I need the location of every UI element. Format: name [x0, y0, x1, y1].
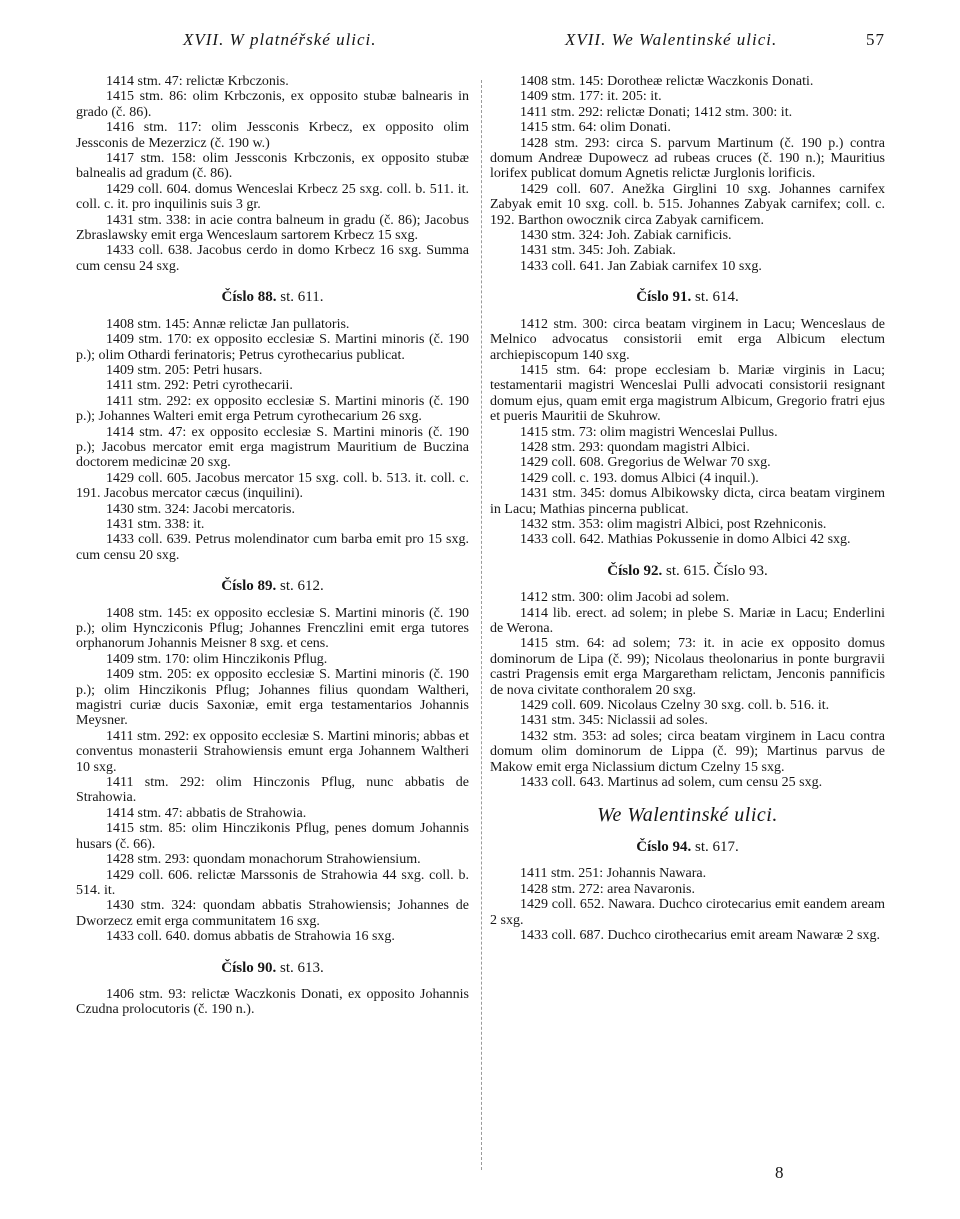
entry-paragraph: 1433 coll. 640. domus abbatis de Strahowia 16 sxg. — [106, 929, 395, 945]
entry-paragraph: 1414 stm. 47: abbatis de Strahowia. — [106, 805, 307, 821]
entry-paragraph: 1409 stm. 177: it. 205: it. — [520, 89, 662, 105]
entry-paragraph: 1412 stm. 300: circa beatam virginem in Lacu; Wenceslaus de Melnico advocatus consistorii emit erga Albicum electum archiepiscopum 140 sxg. — [490, 316, 885, 363]
entry-paragraph: 1415 stm. 64: prope ecclesiam b. Mariæ virginis in Lacu; testamentarii magistri Wenceslai Pulli advocati consistorii resignant domum ejus, quam emit erga magistrum Albicum, Gregorio fratri ejus et pueris Mauritii de Skuhrow. — [490, 362, 885, 425]
house-number-heading — [490, 564, 885, 579]
entry-paragraph: 1414 stm. 47: relictæ Krbczonis. — [106, 74, 289, 89]
entry-paragraph: 1429 coll. 608. Gregorius de Welwar 70 sxg. — [520, 455, 771, 471]
entry-paragraph: 1431 stm. 345: Joh. Zabiak. — [520, 243, 676, 259]
entry-paragraph: 1409 stm. 205: Petri husars. — [106, 362, 263, 378]
house-number-heading — [76, 961, 469, 976]
page-number: 57 — [866, 30, 885, 49]
heading-number: Číslo 91. — [636, 289, 692, 306]
heading-number: Číslo 89. — [221, 578, 277, 595]
sheet-signature: 8 — [775, 1163, 784, 1182]
heading-st-number: st. 614. — [695, 289, 739, 306]
entry-paragraph: 1411 stm. 292: olim Hinczonis Pflug, nunc abbatis de Strahowia. — [76, 775, 469, 806]
entry-paragraph: 1430 stm. 324: Joh. Zabiak carnificis. — [520, 228, 732, 244]
entry-paragraph: 1433 coll. 643. Martinus ad solem, cum censu 25 sxg. — [520, 775, 823, 791]
entry-paragraph: 1433 coll. 641. Jan Zabiak carnifex 10 sxg. — [520, 258, 762, 274]
right-column — [490, 74, 885, 943]
entry-paragraph: 1409 stm. 170: ex opposito ecclesiæ S. Martini minoris (č. 190 p.); olim Othardi ferinatoris; Petrus cyrothecarius publicat. — [76, 332, 469, 363]
entry-paragraph: 1411 stm. 292: relictæ Donati; 1412 stm. 300: it. — [520, 104, 793, 120]
entry-paragraph: 1428 stm. 272: area Navaronis. — [520, 881, 695, 897]
entry-paragraph: 1415 stm. 64: olim Donati. — [520, 120, 671, 136]
entry-paragraph: 1429 coll. 606. relictæ Marssonis de Strahowia 44 sxg. coll. b. 514. it. — [76, 867, 469, 898]
entry-paragraph: 1415 stm. 64: ad solem; 73: it. in acie ex opposito domus dominorum de Lipa (č. 99); Nicolaus theolonarius in ponte burgravii castri Pragensis emit erga Margaretham relictam, Jenconis pannificis de nova civitate conthoralem 20 sxg. — [490, 636, 885, 698]
street-heading: We Walentinské ulici. — [597, 804, 778, 827]
entry-paragraph: 1429 coll. c. 193. domus Albici (4 inquil.). — [520, 470, 759, 486]
left-column — [76, 74, 469, 1018]
entry-paragraph: 1429 coll. 607. Anežka Girglini 10 sxg. Johannes carnifex Zabyak emit 10 sxg. coll. b. 515. Johannes Zabyak carnifex; coll. c. 192. Barthon owocznik circa Zabyak carnificem. — [490, 181, 885, 228]
heading-st-number: st. 611. — [280, 289, 324, 306]
entry-paragraph: 1430 stm. 324: Jacobi mercatoris. — [106, 501, 295, 517]
entry-paragraph: 1429 coll. 605. Jacobus mercator 15 sxg. coll. b. 513. it. coll. c. 191. Jacobus mercator cæcus (inquilini). — [76, 470, 469, 502]
heading-st-number: st. 613. — [280, 959, 324, 976]
heading-number: Číslo 92. — [607, 562, 663, 579]
entry-paragraph: 1429 coll. 604. domus Wenceslai Krbecz 25 sxg. coll. b. 511. it. coll. c. it. pro inquilinis suis 3 gr. — [76, 181, 469, 213]
entry-paragraph: 1408 stm. 145: Dorotheæ relictæ Waczkonis Donati. — [520, 74, 814, 89]
entry-paragraph: 1432 stm. 353: olim magistri Albici, post Rzehniconis. — [520, 516, 827, 532]
running-head-right: XVII. We Walentinské ulici. — [565, 30, 778, 49]
heading-st-number: st. 612. — [280, 578, 324, 595]
entry-paragraph: 1428 stm. 293: circa S. parvum Martinum (č. 190 p.) contra domum Andreæ Dupowecz ad rubeas cruces (č. 190 n.); Mauritius lorifex publicat domum Agnetis relictæ Jurglonis lorificis. — [490, 135, 885, 182]
entry-paragraph: 1409 stm. 205: ex opposito ecclesiæ S. Martini minoris (č. 190 p.); olim Hinczikonis Pflug; Johannes filius quondam Waltheri, magistri curiæ ducis Saxoniæ, emit erga testamentarios Johannis Meysner. — [76, 667, 469, 729]
entry-paragraph: 1414 stm. 47: ex opposito ecclesiæ S. Martini minoris (č. 190 p.); Jacobus mercator emit erga magistrum Mauritium de Buczina doctorem medicinæ 20 sxg. — [76, 424, 469, 471]
house-number-heading — [490, 290, 885, 305]
heading-number: Číslo 90. — [221, 959, 277, 976]
heading-st-number: st. 617. — [695, 838, 739, 855]
heading-number: Číslo 88. — [221, 289, 277, 306]
entry-paragraph: 1429 coll. 652. Nawara. Duchco cirotecarius emit eandem aream 2 sxg. — [490, 897, 885, 928]
entry-paragraph: 1428 stm. 293: quondam monachorum Strahowiensium. — [106, 852, 421, 868]
entry-paragraph: 1417 stm. 158: olim Jessconis Krbczonis, ex opposito stubæ balnealis ad gradum (č. 86). — [76, 151, 469, 182]
entry-paragraph: 1431 stm. 345: domus Albikowsky dicta, circa beatam virginem in Lacu; Mathias pincerna publicat. — [490, 486, 885, 517]
entry-paragraph: 1433 coll. 687. Duchco cirothecarius emit aream Nawaræ 2 sxg. — [520, 927, 881, 943]
entry-paragraph: 1428 stm. 293: quondam magistri Albici. — [520, 439, 750, 455]
house-number-heading — [76, 290, 469, 305]
entry-paragraph: 1411 stm. 251: Johannis Nawara. — [520, 866, 707, 882]
entry-paragraph: 1408 stm. 145: ex opposito ecclesiæ S. Martini minoris (č. 190 p.); olim Hyncziconis Pflug; Johannes Frenczlini emit erga tutores orphanorum Johannis Meisner 8 sxg. et cens. — [76, 605, 469, 652]
entry-paragraph: 1415 stm. 73: olim magistri Wenceslai Pullus. — [520, 424, 778, 440]
running-header — [0, 30, 960, 60]
entry-paragraph: 1411 stm. 292: Petri cyrothecarii. — [106, 378, 293, 394]
entry-paragraph: 1429 coll. 609. Nicolaus Czelny 30 sxg. coll. b. 516. it. — [520, 698, 830, 714]
entry-paragraph: 1415 stm. 86: olim Krbczonis, ex opposito stubæ balnearis in grado (č. 86). — [76, 89, 469, 120]
entry-paragraph: 1433 coll. 639. Petrus molendinator cum barba emit pro 15 sxg. cum censu 20 sxg. — [76, 532, 469, 563]
entry-paragraph: 1414 lib. erect. ad solem; in plebe S. Mariæ in Lacu; Enderlini de Werona. — [490, 605, 885, 636]
heading-number: Číslo 94. — [636, 838, 692, 855]
entry-paragraph: 1431 stm. 345: Niclassii ad soles. — [520, 713, 708, 729]
entry-paragraph: 1430 stm. 324: quondam abbatis Strahowiensis; Johannes de Dworzecz emit erga communitatem 16 sxg. — [76, 898, 469, 929]
entry-paragraph: 1416 stm. 117: olim Jessconis Krbecz, ex opposito olim Jessconis de Mezerzicz (č. 190 w.) — [76, 120, 469, 151]
entry-paragraph: 1433 coll. 642. Mathias Pokussenie in domo Albici 42 sxg. — [520, 532, 851, 548]
entry-paragraph: 1412 stm. 300: olim Jacobi ad solem. — [520, 590, 730, 606]
entry-paragraph: 1431 stm. 338: it. — [106, 516, 205, 532]
entry-paragraph: 1406 stm. 93: relictæ Waczkonis Donati, ex opposito Johannis Czudna prolocutoris (č. 190 n.). — [76, 986, 469, 1018]
column-divider — [481, 80, 482, 1170]
heading-st-number: st. 615. Číslo 93. — [666, 562, 768, 579]
house-number-heading — [490, 840, 885, 855]
running-head-left: XVII. W platnéřské ulici. — [183, 30, 377, 49]
entry-paragraph: 1409 stm. 170: olim Hinczikonis Pflug. — [106, 651, 328, 667]
entry-paragraph: 1432 stm. 353: ad soles; circa beatam virginem in Lacu contra domum olim dominorum de Lippa (č. 99); Martinus parvus de Makow emit erga Niclassium dictum Czelny 15 sxg. — [490, 728, 885, 775]
entry-paragraph: 1411 stm. 292: ex opposito ecclesiæ S. Martini minoris; abbas et conventus monasterii Strahowiensis emunt erga Johannem Waltheri 10 sxg. — [76, 728, 469, 775]
entry-paragraph: 1408 stm. 145: Annæ relictæ Jan pullatoris. — [106, 316, 350, 332]
entry-paragraph: 1411 stm. 292: ex opposito ecclesiæ S. Martini minoris (č. 190 p.); Johannes Walteri emit erga Petrum cyrothecarium 26 sxg. — [76, 393, 469, 425]
entry-paragraph: 1433 coll. 638. Jacobus cerdo in domo Krbecz 16 sxg. Summa cum censu 24 sxg. — [76, 243, 469, 274]
house-number-heading — [76, 579, 469, 594]
entry-paragraph: 1431 stm. 338: in acie contra balneum in gradu (č. 86); Jacobus Zbraslawsky emit erga Wenceslaum sartorem Krbecz 15 sxg. — [76, 212, 469, 244]
entry-paragraph: 1415 stm. 85: olim Hinczikonis Pflug, penes domum Johannis husars (č. 66). — [76, 821, 469, 852]
